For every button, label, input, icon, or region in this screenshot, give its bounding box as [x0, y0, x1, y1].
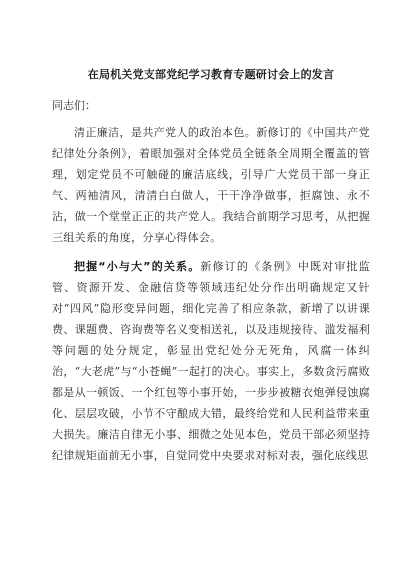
salutation: 同志们： [52, 99, 96, 112]
paragraph-2-lead: 把握“小与大”的关系。 [74, 260, 201, 273]
document-title: 在局机关党支部党纪学习教育专题研讨会上的发言 [87, 68, 335, 81]
paragraph-1-text: 清正廉洁，是共产党人的政治本色。新修订的《中国共产党纪律处分条例》，着眼加强对全体党员全链条全周期全覆盖的管理，划定党员不可触碰的廉洁底线，引导广大党员干部一身正气、两袖清风，清清白白做人，干干净净做事，拒腐蚀、永不沾，做一个堂堂正正的共产党人。我结合前期学习思考，从把握三组关系的角度，分享心得体会。 [52, 126, 370, 244]
paragraph-2 [52, 256, 370, 466]
paragraph-2-text: 新修订的《条例》中既对审批监管、资源开发、金融信贷等领域违纪处分作出明确规定又针对“四风”隐形变异问题，细化完善了相应条款，新增了以讲课费、课题费、咨询费等名义变相送礼，以及违规接待、滥发福利等问题的处分规定，彰显出党纪处分无死角，风腐一体纠治，“大老虎”与“小苍蝇”一起打的决心。事实上，多数贪污腐败都是从一顿饭、一个红包等小事开始，一步步被糖衣炮弹侵蚀腐化、层层攻破，小节不守酿成大错，最终给党和人民利益带来重大损失。廉洁自律无小事、细微之处见本色，党员干部必须坚持纪律规矩面前无小事，自觉同党中央要求对标对表，强化底线思 [52, 260, 370, 462]
paragraph-1 [52, 122, 370, 248]
